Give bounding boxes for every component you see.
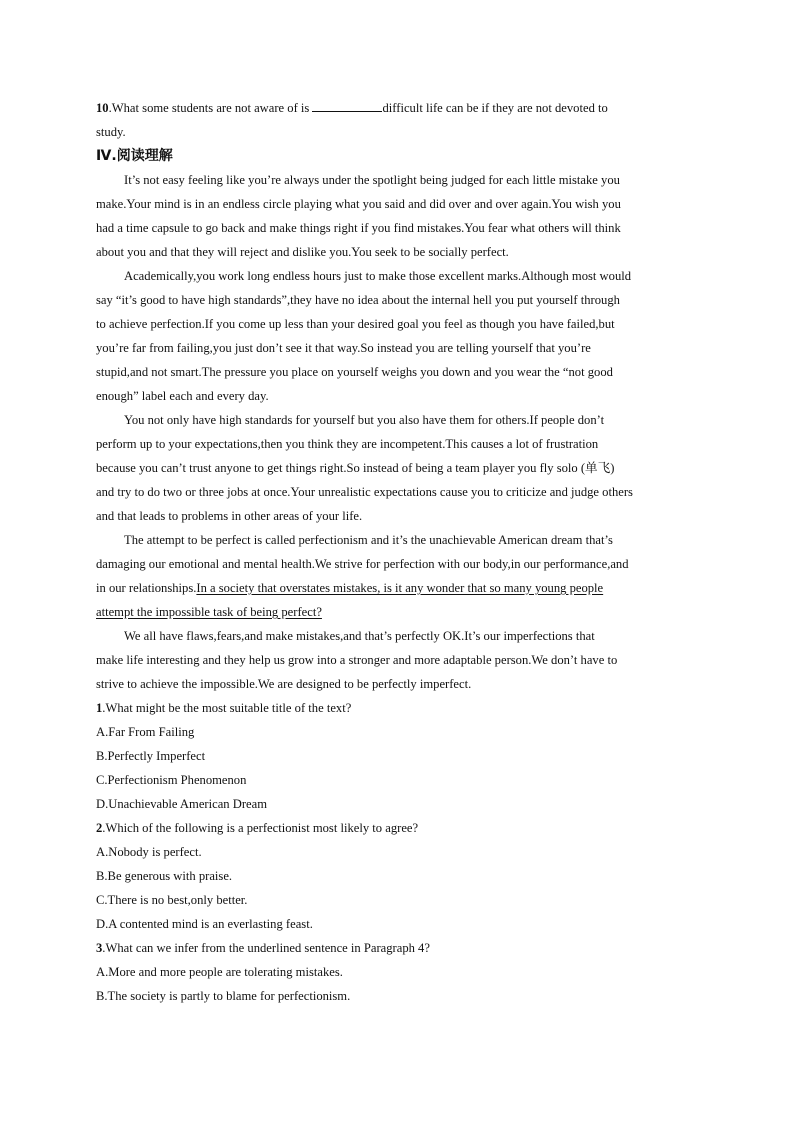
option-a[interactable]: A.Far From Failing [96,725,195,739]
passage-line: you’re far from failing,you just don’t see it that way.So instead you are telling yourself that you’re [96,341,591,355]
question-number: 3 [96,941,103,955]
option-a[interactable]: A.More and more people are tolerating mistakes. [96,965,343,979]
passage-line [96,576,698,600]
passage-line: Academically,you work long endless hours just to make those excellent marks.Although most would [124,269,632,283]
passage-line: You not only have high standards for yourself but you also have them for others.If people don’t [124,413,605,427]
option-d[interactable]: D.Unachievable American Dream [96,797,267,811]
passage-line: had a time capsule to go back and make things right if you find mistakes.You fear what others will think [96,221,621,235]
question-3 [96,936,698,1008]
paragraph-2 [96,264,698,408]
question-number: 1 [96,701,103,715]
option-b[interactable]: B.Be generous with praise. [96,869,233,883]
passage-line: make life interesting and they help us grow into a stronger and more adaptable person.We don’t have to [96,653,618,667]
option-b[interactable]: B.Perfectly Imperfect [96,749,206,763]
passage-line: to achieve perfection.If you come up less than your desired goal you feel as though you have failed,but [96,317,615,331]
passage-line: and try to do two or three jobs at once.Your unrealistic expectations cause you to criticize and judge others [96,485,633,499]
question-1 [96,696,698,816]
option-c[interactable]: C.Perfectionism Phenomenon [96,773,247,787]
paragraph-1 [96,168,698,264]
question-number: 10 [96,101,109,115]
passage-line: because you can’t trust anyone to get things right.So instead of being a team player you fly solo (单飞) [96,461,615,475]
option-c[interactable]: C.There is no best,only better. [96,893,248,907]
passage-line: about you and that they will reject and dislike you.You seek to be socially perfect. [96,245,509,259]
question-text-before: .What some students are not aware of is [108,101,313,115]
passage-line [96,600,698,624]
passage-line: It’s not easy feeling like you’re always under the spotlight being judged for each little mistake you [124,173,620,187]
passage-line: stupid,and not smart.The pressure you place on yourself weighs you down and you wear the “not good [96,365,613,379]
passage-text: in our relationships. [96,581,197,595]
option-d[interactable]: D.A contented mind is an everlasting feast. [96,917,313,931]
passage-line: We all have flaws,fears,and make mistakes,and that’s perfectly OK.It’s our imperfections that [124,629,595,643]
question-text-line2: study. [96,125,126,139]
passage-line: make.Your mind is in an endless circle playing what you said and did over and over again.You wish you [96,197,621,211]
passage-line: and that leads to problems in other areas of your life. [96,509,363,523]
question-2 [96,816,698,936]
passage-line: damaging our emotional and mental health.We strive for perfection with our body,in our performance,and [96,557,629,571]
option-b[interactable]: B.The society is partly to blame for perfectionism. [96,989,351,1003]
worksheet-page [96,96,698,1008]
passage-line: perform up to your expectations,then you think they are incompetent.This causes a lot of frustration [96,437,599,451]
section-title: Ⅳ.阅读理解 [96,148,173,164]
paragraph-3 [96,408,698,528]
passage-line: The attempt to be perfect is called perfectionism and it’s the unachievable American dream that’s [124,533,613,547]
option-a[interactable]: A.Nobody is perfect. [96,845,202,859]
question-stem: .What can we infer from the underlined sentence in Paragraph 4? [102,941,430,955]
question-stem: .What might be the most suitable title of the text? [102,701,352,715]
passage-line: enough” label each and every day. [96,389,269,403]
underlined-sentence: In a society that overstates mistakes, is it any wonder that so many young people [196,581,604,595]
question-text-after: difficult life can be if they are not devoted to [382,101,608,115]
paragraph-4 [96,528,698,624]
paragraph-5 [96,624,698,696]
answer-blank[interactable] [312,98,382,112]
question-number: 2 [96,821,103,835]
question-stem: .Which of the following is a perfectionist most likely to agree? [102,821,419,835]
passage-line: strive to achieve the impossible.We are designed to be perfectly imperfect. [96,677,472,691]
question-10 [96,96,698,144]
reading-passage [96,168,698,696]
underlined-sentence: attempt the impossible task of being perfect? [96,605,322,619]
passage-line: say “it’s good to have high standards”,they have no idea about the internal hell you put yourself through [96,293,620,307]
